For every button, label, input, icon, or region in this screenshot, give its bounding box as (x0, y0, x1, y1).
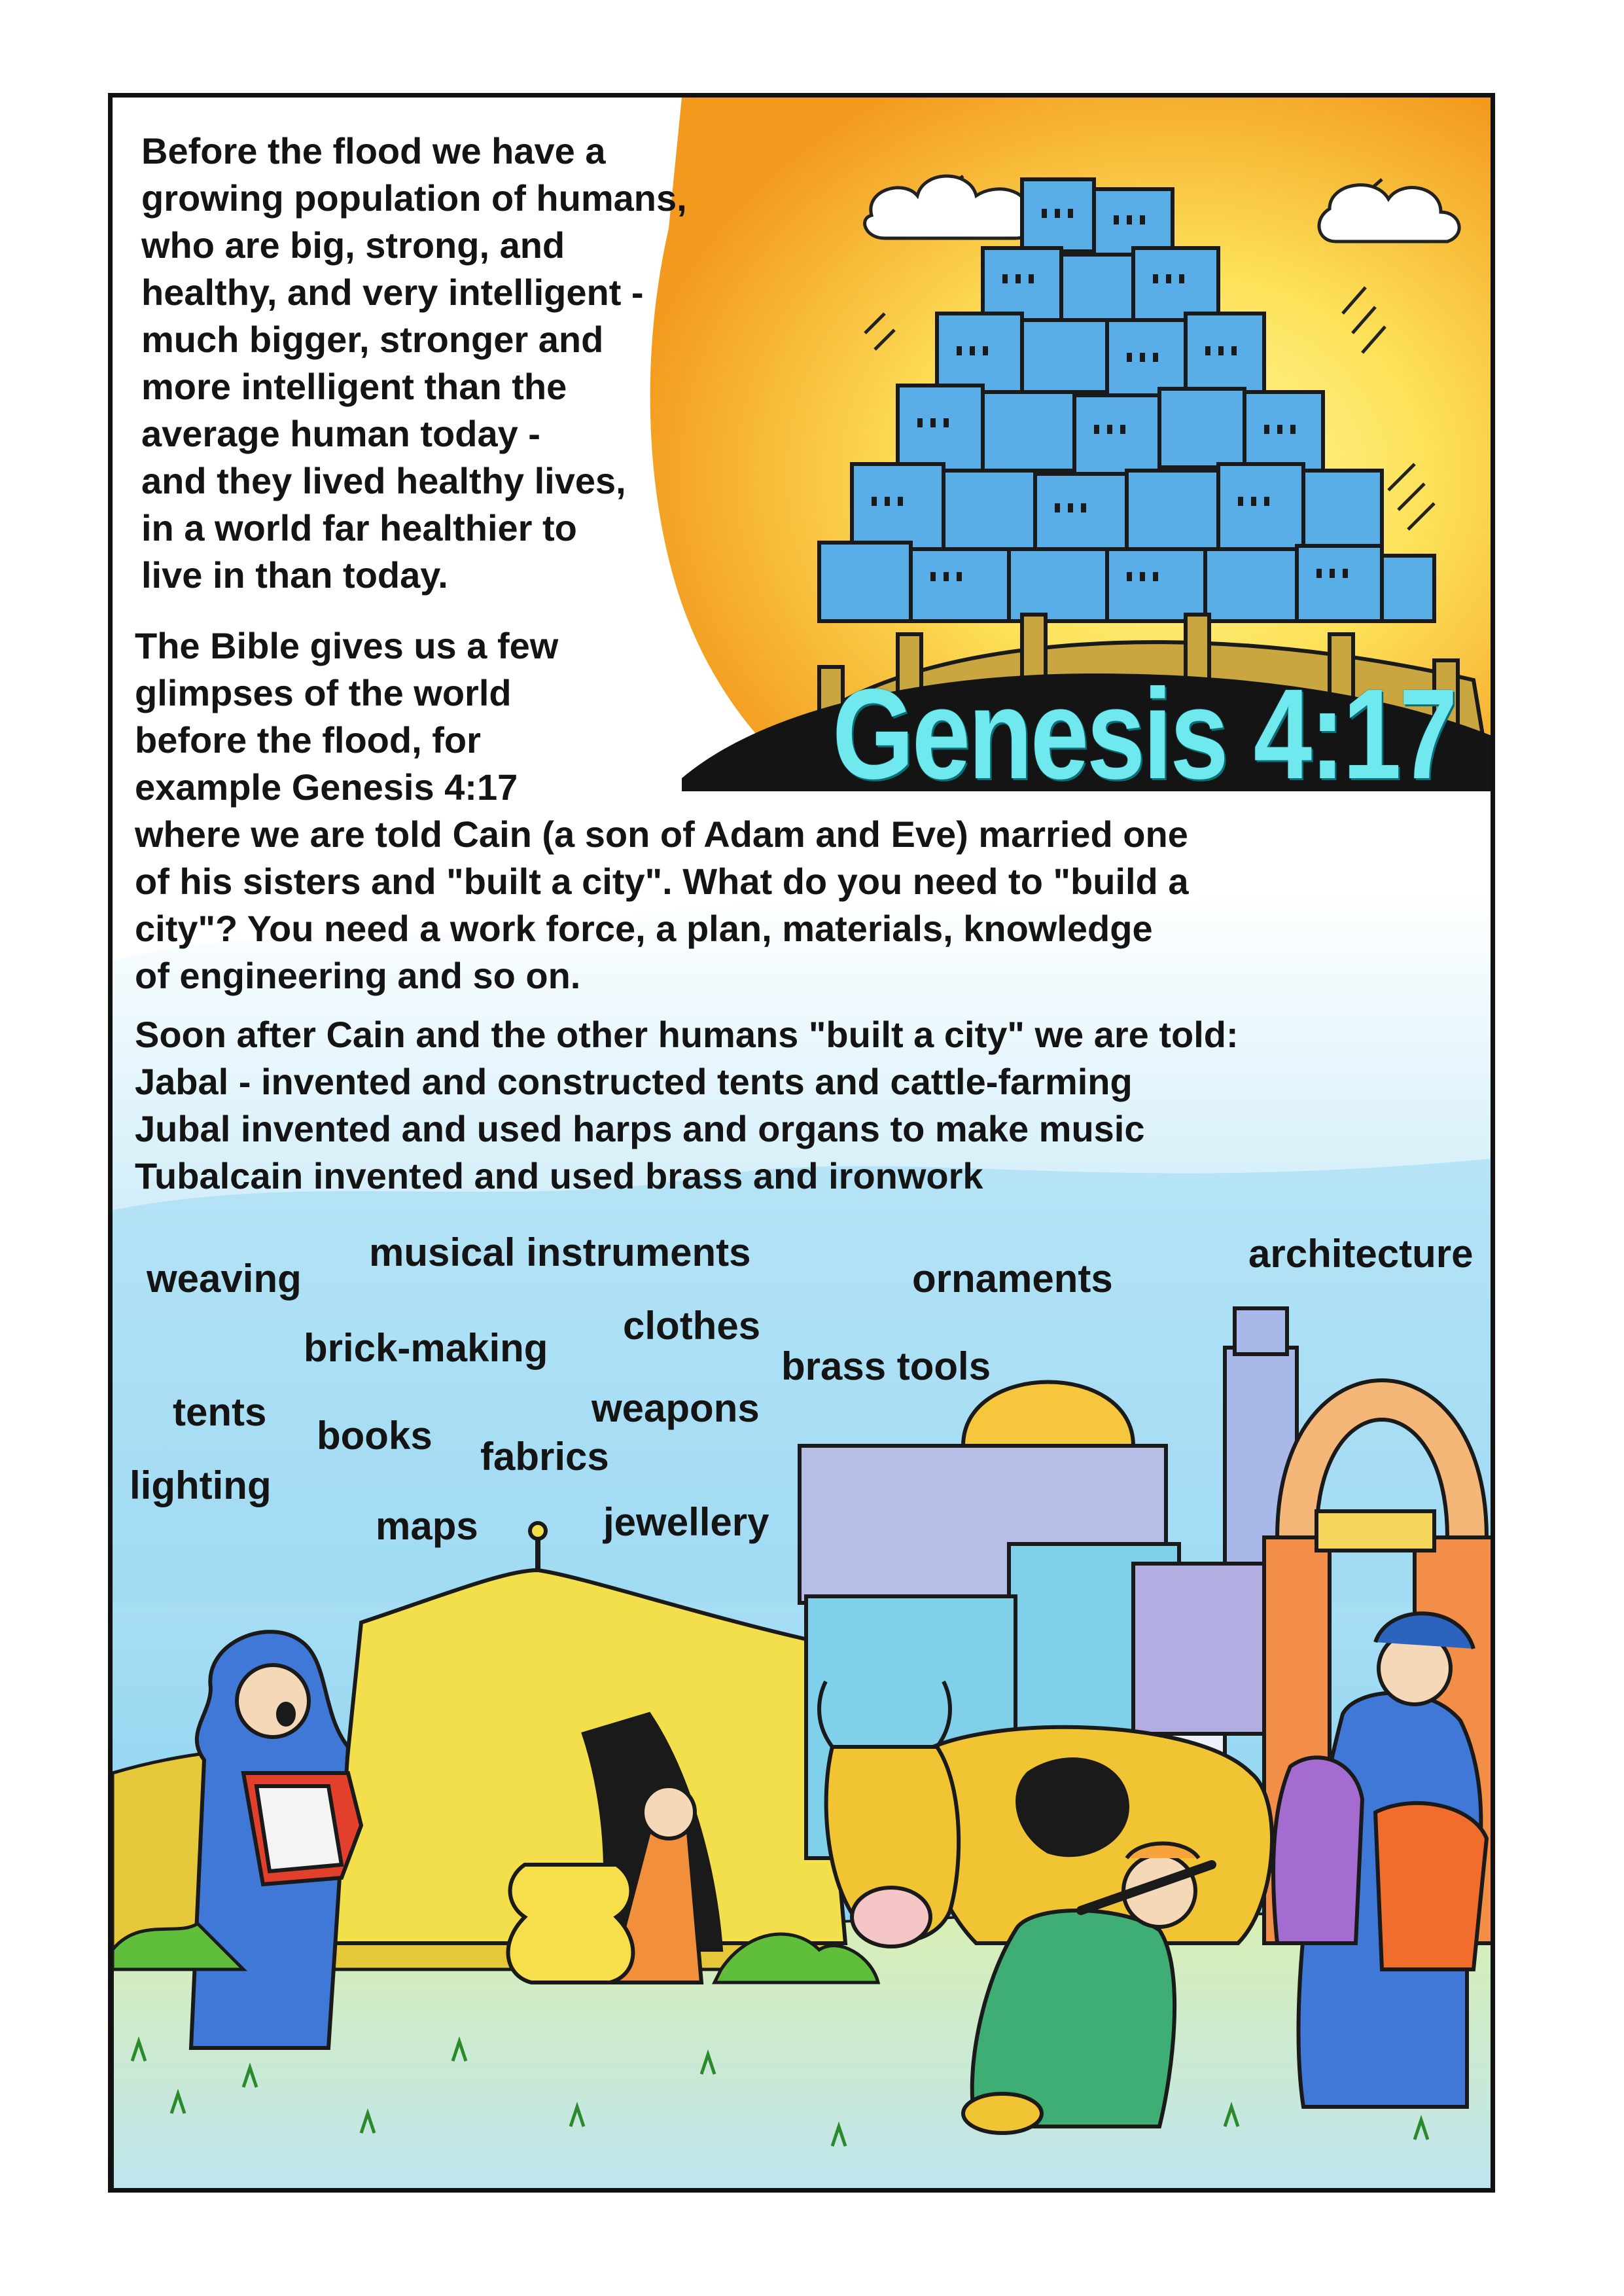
word-fabrics: fabrics (480, 1435, 609, 1479)
bible-line: before the flood, for (135, 719, 481, 761)
intro-line: much bigger, stronger and (141, 319, 604, 360)
intro-line: healthy, and very intelligent - (141, 272, 644, 313)
word-clothes: clothes (623, 1304, 761, 1348)
word-architecture: architecture (1248, 1232, 1474, 1276)
intro-line: more intelligent than the (141, 366, 567, 407)
intro-paragraph (141, 128, 687, 599)
word-jewellery: jewellery (603, 1500, 769, 1544)
soon-after-line: Jabal - invented and constructed tents and cattle-farming (135, 1061, 1133, 1102)
soon-after-line: Tubalcain invented and used brass and ironwork (135, 1155, 983, 1196)
intro-line: in a world far healthier to (141, 507, 577, 548)
soon-after-paragraph (135, 1011, 1239, 1200)
intro-line: who are big, strong, and (141, 224, 565, 266)
word-maps: maps (376, 1504, 478, 1548)
soon-after-line: Jubal invented and used harps and organs to make music (135, 1108, 1145, 1149)
intro-line: average human today - (141, 413, 540, 454)
intro-line: live in than today. (141, 554, 448, 596)
bible-line: where we are told Cain (a son of Adam and Eve) married one (135, 814, 1188, 855)
word-ornaments: ornaments (912, 1257, 1113, 1300)
genesis-title: Genesis 4:17 (832, 662, 1456, 806)
word-weaving: weaving (147, 1257, 302, 1300)
intro-line: Before the flood we have a (141, 130, 606, 171)
bible-line: The Bible gives us a few (135, 625, 559, 666)
bible-line: example Genesis 4:17 (135, 766, 518, 808)
intro-line: growing population of humans, (141, 177, 687, 219)
soon-after-line: Soon after Cain and the other humans "built a city" we are told: (135, 1014, 1239, 1055)
word-musical-instruments: musical instruments (369, 1230, 751, 1274)
intro-line: and they lived healthy lives, (141, 460, 626, 501)
word-books: books (317, 1414, 432, 1458)
word-brick-making: brick-making (304, 1326, 548, 1370)
bible-line: glimpses of the world (135, 672, 512, 713)
bible-line: of engineering and so on. (135, 955, 581, 996)
word-weapons: weapons (591, 1386, 760, 1430)
word-lighting: lighting (130, 1463, 272, 1507)
word-tents: tents (173, 1390, 267, 1434)
illustration-panel (108, 93, 1495, 2193)
word-brass-tools: brass tools (781, 1344, 991, 1388)
pot (508, 1865, 633, 1982)
bible-line: of his sisters and "built a city". What do you need to "build a (135, 861, 1189, 902)
bible-line: city"? You need a work force, a plan, materials, knowledge (135, 908, 1153, 949)
